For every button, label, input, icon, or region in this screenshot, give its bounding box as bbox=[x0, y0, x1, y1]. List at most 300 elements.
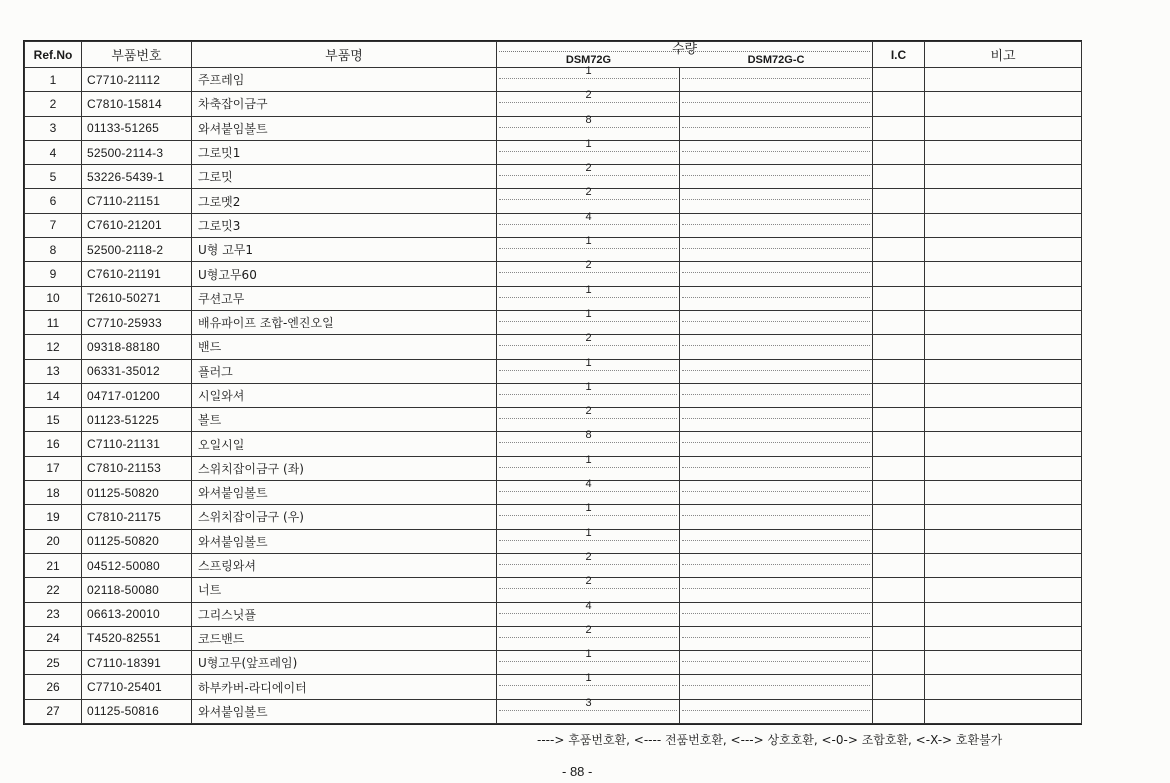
ref-number-cell: 19 bbox=[25, 505, 82, 529]
dotted-guide bbox=[499, 540, 677, 541]
table-row bbox=[25, 529, 1082, 553]
table-row bbox=[25, 408, 1082, 432]
qty-model-2-cell bbox=[680, 68, 873, 92]
model-2-label: DSM72G-C bbox=[747, 54, 805, 66]
qty-model-1-cell bbox=[497, 259, 680, 286]
table-row bbox=[25, 383, 1082, 407]
part-name-cell: 그로밋1 bbox=[192, 140, 497, 164]
remarks-cell bbox=[925, 383, 1082, 407]
part-number-cell: C7810-21175 bbox=[82, 505, 192, 529]
part-name-cell: 플러그 bbox=[192, 359, 497, 383]
part-name-cell: 스위치잡이금구 (우) bbox=[192, 505, 497, 529]
dotted-guide bbox=[499, 613, 677, 614]
ic-cell bbox=[873, 335, 925, 359]
part-number-cell: 01125-50816 bbox=[82, 699, 192, 723]
qty-model-1-cell bbox=[497, 623, 680, 650]
table-row bbox=[25, 262, 1082, 286]
dotted-guide bbox=[682, 370, 870, 371]
remarks-cell bbox=[925, 529, 1082, 553]
qty-value: 1 bbox=[585, 356, 592, 369]
ref-number-cell: 20 bbox=[25, 529, 82, 553]
qty-model-2-cell bbox=[680, 213, 873, 237]
dotted-guide bbox=[499, 418, 677, 419]
dotted-guide bbox=[682, 540, 870, 541]
part-number-cell: 01125-50820 bbox=[82, 481, 192, 505]
qty-value: 8 bbox=[585, 113, 592, 126]
dotted-guide bbox=[499, 248, 677, 249]
ic-cell bbox=[873, 626, 925, 650]
qty-model-1-cell bbox=[497, 429, 680, 456]
part-name-cell: 너트 bbox=[192, 578, 497, 602]
part-name-cell: 그로밋3 bbox=[192, 213, 497, 237]
qty-model-2-cell bbox=[680, 553, 873, 577]
remarks-cell bbox=[925, 165, 1082, 189]
ic-cell bbox=[873, 140, 925, 164]
table-row bbox=[25, 335, 1082, 359]
ref-number-cell: 27 bbox=[25, 699, 82, 723]
qty-model-2-cell bbox=[680, 92, 873, 116]
remarks-cell bbox=[925, 140, 1082, 164]
part-name-cell: 하부카버-라디에이터 bbox=[192, 675, 497, 699]
dotted-guide bbox=[682, 345, 870, 346]
ic-cell bbox=[873, 529, 925, 553]
dotted-guide bbox=[682, 297, 870, 298]
ref-number-cell: 3 bbox=[25, 116, 82, 140]
ic-cell bbox=[873, 213, 925, 237]
remarks-header: 비고 bbox=[925, 42, 1082, 68]
dotted-guide bbox=[682, 199, 870, 200]
ref-number-cell: 9 bbox=[25, 262, 82, 286]
dotted-guide bbox=[682, 78, 870, 79]
qty-model-1-cell bbox=[497, 453, 680, 480]
dotted-guide bbox=[499, 710, 677, 711]
dotted-guide bbox=[682, 248, 870, 249]
remarks-cell bbox=[925, 116, 1082, 140]
qty-model-2-cell bbox=[680, 456, 873, 480]
table-row bbox=[25, 189, 1082, 213]
ic-cell bbox=[873, 651, 925, 675]
part-number-cell: 02118-50080 bbox=[82, 578, 192, 602]
qty-value: 2 bbox=[585, 259, 592, 272]
part-number-cell: 52500-2114-3 bbox=[82, 140, 192, 164]
part-name-cell: 코드밴드 bbox=[192, 626, 497, 650]
qty-value: 1 bbox=[585, 380, 592, 393]
qty-model-2-cell bbox=[680, 408, 873, 432]
qty-model-1-cell bbox=[497, 162, 680, 189]
part-number-cell: C7710-25401 bbox=[82, 675, 192, 699]
dotted-guide bbox=[499, 297, 677, 298]
qty-model-2-cell bbox=[680, 335, 873, 359]
table-row bbox=[25, 699, 1082, 723]
table-row bbox=[25, 165, 1082, 189]
table-row bbox=[25, 505, 1082, 529]
part-number-cell: C7810-15814 bbox=[82, 92, 192, 116]
dotted-guide bbox=[499, 637, 677, 638]
ic-cell bbox=[873, 189, 925, 213]
qty-value: 2 bbox=[585, 89, 592, 102]
table-row bbox=[25, 578, 1082, 602]
qty-model-2-cell bbox=[680, 578, 873, 602]
qty-value: 1 bbox=[585, 235, 592, 248]
qty-model-1-cell bbox=[497, 235, 680, 262]
remarks-cell bbox=[925, 262, 1082, 286]
qty-model-1-cell bbox=[497, 186, 680, 213]
ic-cell bbox=[873, 238, 925, 262]
ref-number-cell: 21 bbox=[25, 553, 82, 577]
qty-value: 1 bbox=[585, 648, 592, 661]
qty-model-1-cell bbox=[497, 478, 680, 505]
part-name-cell: 스프링와셔 bbox=[192, 553, 497, 577]
part-name-cell: 오일시일 bbox=[192, 432, 497, 456]
part-name-cell: U형고무60 bbox=[192, 262, 497, 286]
qty-model-2-cell bbox=[680, 529, 873, 553]
qty-model-1-cell bbox=[497, 380, 680, 407]
part-name-cell: 밴드 bbox=[192, 335, 497, 359]
dotted-guide bbox=[682, 685, 870, 686]
table-row bbox=[25, 651, 1082, 675]
dotted-guide bbox=[499, 151, 677, 152]
ref-number-cell: 8 bbox=[25, 238, 82, 262]
part-name-cell: 쿠션고무 bbox=[192, 286, 497, 310]
dotted-guide bbox=[499, 564, 677, 565]
ref-number-cell: 12 bbox=[25, 335, 82, 359]
qty-value: 3 bbox=[585, 696, 592, 709]
part-name-cell: 그리스닛플 bbox=[192, 602, 497, 626]
table-row bbox=[25, 481, 1082, 505]
part-number-cell: 53226-5439-1 bbox=[82, 165, 192, 189]
qty-value: 2 bbox=[585, 550, 592, 563]
remarks-cell bbox=[925, 408, 1082, 432]
ic-cell bbox=[873, 699, 925, 723]
ic-cell bbox=[873, 383, 925, 407]
qty-model-1-cell bbox=[497, 332, 680, 359]
ref-number-cell: 23 bbox=[25, 602, 82, 626]
qty-value: 8 bbox=[585, 429, 592, 442]
ref-number-cell: 1 bbox=[25, 68, 82, 92]
qty-value: 2 bbox=[585, 332, 592, 345]
ref-number-cell: 6 bbox=[25, 189, 82, 213]
qty-model-1-cell bbox=[497, 672, 680, 699]
part-number-cell: 06331-35012 bbox=[82, 359, 192, 383]
parts-list-sheet bbox=[23, 40, 1082, 725]
parts-table bbox=[24, 41, 1082, 724]
dotted-guide bbox=[499, 51, 870, 52]
part-name-cell: 스위치잡이금구 (좌) bbox=[192, 456, 497, 480]
remarks-cell bbox=[925, 238, 1082, 262]
qty-value: 1 bbox=[585, 307, 592, 320]
dotted-guide bbox=[499, 78, 677, 79]
ic-cell bbox=[873, 165, 925, 189]
remarks-cell bbox=[925, 68, 1082, 92]
dotted-guide bbox=[499, 345, 677, 346]
part-name-header: 부품명 bbox=[192, 42, 497, 68]
part-number-cell: C7810-21153 bbox=[82, 456, 192, 480]
remarks-cell bbox=[925, 626, 1082, 650]
part-name-cell: 주프레임 bbox=[192, 68, 497, 92]
ref-number-cell: 15 bbox=[25, 408, 82, 432]
qty-model-2-cell bbox=[680, 310, 873, 334]
qty-value: 1 bbox=[585, 672, 592, 685]
dotted-guide bbox=[682, 224, 870, 225]
qty-model-1-cell bbox=[497, 65, 680, 92]
dotted-guide bbox=[499, 661, 677, 662]
dotted-guide bbox=[499, 685, 677, 686]
part-number-header: 부품번호 bbox=[82, 42, 192, 68]
qty-model-1-cell bbox=[497, 648, 680, 675]
qty-model-2-cell bbox=[680, 262, 873, 286]
qty-model-1-cell bbox=[497, 599, 680, 626]
table-row bbox=[25, 92, 1082, 116]
qty-value: 4 bbox=[585, 478, 592, 491]
qty-model-2-cell bbox=[680, 189, 873, 213]
model-1-label: DSM72G bbox=[565, 54, 612, 66]
table-row bbox=[25, 359, 1082, 383]
remarks-cell bbox=[925, 189, 1082, 213]
ref-number-cell: 10 bbox=[25, 286, 82, 310]
table-row bbox=[25, 68, 1082, 92]
qty-model-1-cell bbox=[497, 502, 680, 529]
ref-number-cell: 13 bbox=[25, 359, 82, 383]
part-name-cell: U형 고무1 bbox=[192, 238, 497, 262]
qty-value: 1 bbox=[585, 283, 592, 296]
table-row bbox=[25, 602, 1082, 626]
remarks-cell bbox=[925, 335, 1082, 359]
dotted-guide bbox=[682, 710, 870, 711]
ref-number-cell: 14 bbox=[25, 383, 82, 407]
remarks-cell bbox=[925, 578, 1082, 602]
part-name-cell: 배유파이프 조합-엔진오일 bbox=[192, 310, 497, 334]
qty-model-2-cell bbox=[680, 626, 873, 650]
ref-number-cell: 11 bbox=[25, 310, 82, 334]
dotted-guide bbox=[682, 442, 870, 443]
refno-header: Ref.No bbox=[25, 42, 82, 68]
dotted-guide bbox=[499, 224, 677, 225]
dotted-guide bbox=[682, 418, 870, 419]
dotted-guide bbox=[682, 637, 870, 638]
table-row bbox=[25, 238, 1082, 262]
ic-cell bbox=[873, 481, 925, 505]
qty-value: 2 bbox=[585, 405, 592, 418]
dotted-guide bbox=[682, 467, 870, 468]
part-number-cell: C7110-21131 bbox=[82, 432, 192, 456]
remarks-cell bbox=[925, 481, 1082, 505]
dotted-guide bbox=[499, 467, 677, 468]
remarks-cell bbox=[925, 286, 1082, 310]
quantity-label: 수량 bbox=[671, 42, 698, 57]
qty-model-1-cell bbox=[497, 356, 680, 383]
dotted-guide bbox=[682, 394, 870, 395]
part-number-cell: 04717-01200 bbox=[82, 383, 192, 407]
table-body bbox=[25, 65, 1082, 724]
table-row bbox=[25, 286, 1082, 310]
ic-cell bbox=[873, 408, 925, 432]
part-name-cell: 와셔붙임볼트 bbox=[192, 529, 497, 553]
ic-cell bbox=[873, 505, 925, 529]
remarks-cell bbox=[925, 675, 1082, 699]
dotted-guide bbox=[682, 564, 870, 565]
remarks-cell bbox=[925, 92, 1082, 116]
ic-cell bbox=[873, 602, 925, 626]
part-number-cell: 01125-50820 bbox=[82, 529, 192, 553]
part-name-cell: 볼트 bbox=[192, 408, 497, 432]
part-name-cell: 그로멧2 bbox=[192, 189, 497, 213]
remarks-cell bbox=[925, 553, 1082, 577]
dotted-guide bbox=[499, 199, 677, 200]
remarks-cell bbox=[925, 432, 1082, 456]
ic-cell bbox=[873, 68, 925, 92]
qty-model-2-cell bbox=[680, 238, 873, 262]
part-number-cell: C7710-21112 bbox=[82, 68, 192, 92]
qty-model-2-cell bbox=[680, 602, 873, 626]
remarks-cell bbox=[925, 213, 1082, 237]
part-number-cell: C7110-21151 bbox=[82, 189, 192, 213]
dotted-guide bbox=[682, 272, 870, 273]
ref-number-cell: 4 bbox=[25, 140, 82, 164]
qty-model-2-cell bbox=[680, 165, 873, 189]
qty-model-1-cell bbox=[497, 405, 680, 432]
qty-model-1-cell bbox=[497, 575, 680, 602]
part-number-cell: T2610-50271 bbox=[82, 286, 192, 310]
ic-cell bbox=[873, 286, 925, 310]
part-name-cell: 차축잡이금구 bbox=[192, 92, 497, 116]
qty-model-2-cell bbox=[680, 481, 873, 505]
part-name-cell: 그로밋 bbox=[192, 165, 497, 189]
qty-value: 2 bbox=[585, 575, 592, 588]
remarks-cell bbox=[925, 310, 1082, 334]
qty-model-2-cell bbox=[680, 116, 873, 140]
dotted-guide bbox=[499, 127, 677, 128]
qty-model-1-cell bbox=[497, 696, 680, 723]
ref-number-cell: 26 bbox=[25, 675, 82, 699]
ic-cell bbox=[873, 675, 925, 699]
dotted-guide bbox=[682, 661, 870, 662]
table-row bbox=[25, 675, 1082, 699]
qty-model-2-cell bbox=[680, 383, 873, 407]
ref-number-cell: 18 bbox=[25, 481, 82, 505]
qty-model-2-cell bbox=[680, 651, 873, 675]
dotted-guide bbox=[499, 515, 677, 516]
ref-number-cell: 5 bbox=[25, 165, 82, 189]
table-row bbox=[25, 626, 1082, 650]
table-row bbox=[25, 456, 1082, 480]
qty-value: 4 bbox=[585, 210, 592, 223]
qty-model-1-cell bbox=[497, 210, 680, 237]
part-number-cell: 01123-51225 bbox=[82, 408, 192, 432]
dotted-guide bbox=[499, 491, 677, 492]
part-number-cell: 06613-20010 bbox=[82, 602, 192, 626]
ic-header: I.C bbox=[873, 42, 925, 68]
qty-model-1-cell bbox=[497, 550, 680, 577]
ref-number-cell: 7 bbox=[25, 213, 82, 237]
ref-number-cell: 22 bbox=[25, 578, 82, 602]
qty-value: 1 bbox=[585, 137, 592, 150]
qty-value: 2 bbox=[585, 186, 592, 199]
dotted-guide bbox=[499, 175, 677, 176]
part-number-cell: 09318-88180 bbox=[82, 335, 192, 359]
qty-model-2-cell bbox=[680, 432, 873, 456]
remarks-cell bbox=[925, 602, 1082, 626]
table-row bbox=[25, 116, 1082, 140]
qty-model-1-cell bbox=[497, 283, 680, 310]
part-number-cell: C7710-25933 bbox=[82, 310, 192, 334]
dotted-guide bbox=[682, 321, 870, 322]
part-number-cell: 01133-51265 bbox=[82, 116, 192, 140]
dotted-guide bbox=[682, 102, 870, 103]
dotted-guide bbox=[499, 272, 677, 273]
table-row bbox=[25, 310, 1082, 334]
part-name-cell: 와셔붙임볼트 bbox=[192, 481, 497, 505]
ic-cell bbox=[873, 456, 925, 480]
ic-cell bbox=[873, 116, 925, 140]
part-number-cell: 52500-2118-2 bbox=[82, 238, 192, 262]
ic-cell bbox=[873, 432, 925, 456]
table-row bbox=[25, 553, 1082, 577]
part-number-cell: C7610-21201 bbox=[82, 213, 192, 237]
quantity-header bbox=[497, 42, 873, 68]
dotted-guide bbox=[499, 102, 677, 103]
part-name-cell: 와셔붙임볼트 bbox=[192, 116, 497, 140]
ic-cell bbox=[873, 578, 925, 602]
compatibility-legend: ----> 후품번호환, <---- 전품번호환, <---> 상호호환, <-0-> 조합호환, <-X-> 호환불가 bbox=[537, 733, 1003, 747]
remarks-cell bbox=[925, 456, 1082, 480]
remarks-cell bbox=[925, 651, 1082, 675]
qty-model-2-cell bbox=[680, 359, 873, 383]
page-number: - 88 - bbox=[562, 764, 593, 779]
part-number-cell: C7110-18391 bbox=[82, 651, 192, 675]
part-number-cell: C7610-21191 bbox=[82, 262, 192, 286]
dotted-guide bbox=[682, 613, 870, 614]
table-row bbox=[25, 140, 1082, 164]
dotted-guide bbox=[499, 394, 677, 395]
qty-model-2-cell bbox=[680, 505, 873, 529]
remarks-cell bbox=[925, 699, 1082, 723]
qty-model-1-cell bbox=[497, 89, 680, 116]
part-name-cell: 와셔붙임볼트 bbox=[192, 699, 497, 723]
ref-number-cell: 25 bbox=[25, 651, 82, 675]
remarks-cell bbox=[925, 505, 1082, 529]
qty-value: 1 bbox=[585, 65, 592, 77]
ref-number-cell: 17 bbox=[25, 456, 82, 480]
qty-value: 1 bbox=[585, 526, 592, 539]
ic-cell bbox=[873, 359, 925, 383]
ref-number-cell: 2 bbox=[25, 92, 82, 116]
ic-cell bbox=[873, 92, 925, 116]
ref-number-cell: 24 bbox=[25, 626, 82, 650]
table-row bbox=[25, 432, 1082, 456]
ic-cell bbox=[873, 553, 925, 577]
ic-cell bbox=[873, 310, 925, 334]
part-number-cell: 04512-50080 bbox=[82, 553, 192, 577]
dotted-guide bbox=[499, 588, 677, 589]
qty-model-1-cell bbox=[497, 526, 680, 553]
qty-model-1-cell bbox=[497, 307, 680, 334]
part-name-cell: U형고무(앞프레임) bbox=[192, 651, 497, 675]
ic-cell bbox=[873, 262, 925, 286]
remarks-cell bbox=[925, 359, 1082, 383]
qty-model-2-cell bbox=[680, 699, 873, 723]
qty-value: 1 bbox=[585, 453, 592, 466]
dotted-guide bbox=[682, 588, 870, 589]
dotted-guide bbox=[682, 151, 870, 152]
qty-model-2-cell bbox=[680, 140, 873, 164]
qty-model-1-cell bbox=[497, 113, 680, 140]
ref-number-cell: 16 bbox=[25, 432, 82, 456]
dotted-guide bbox=[499, 321, 677, 322]
dotted-guide bbox=[682, 515, 870, 516]
qty-value: 4 bbox=[585, 599, 592, 612]
dotted-guide bbox=[682, 175, 870, 176]
qty-model-2-cell bbox=[680, 286, 873, 310]
